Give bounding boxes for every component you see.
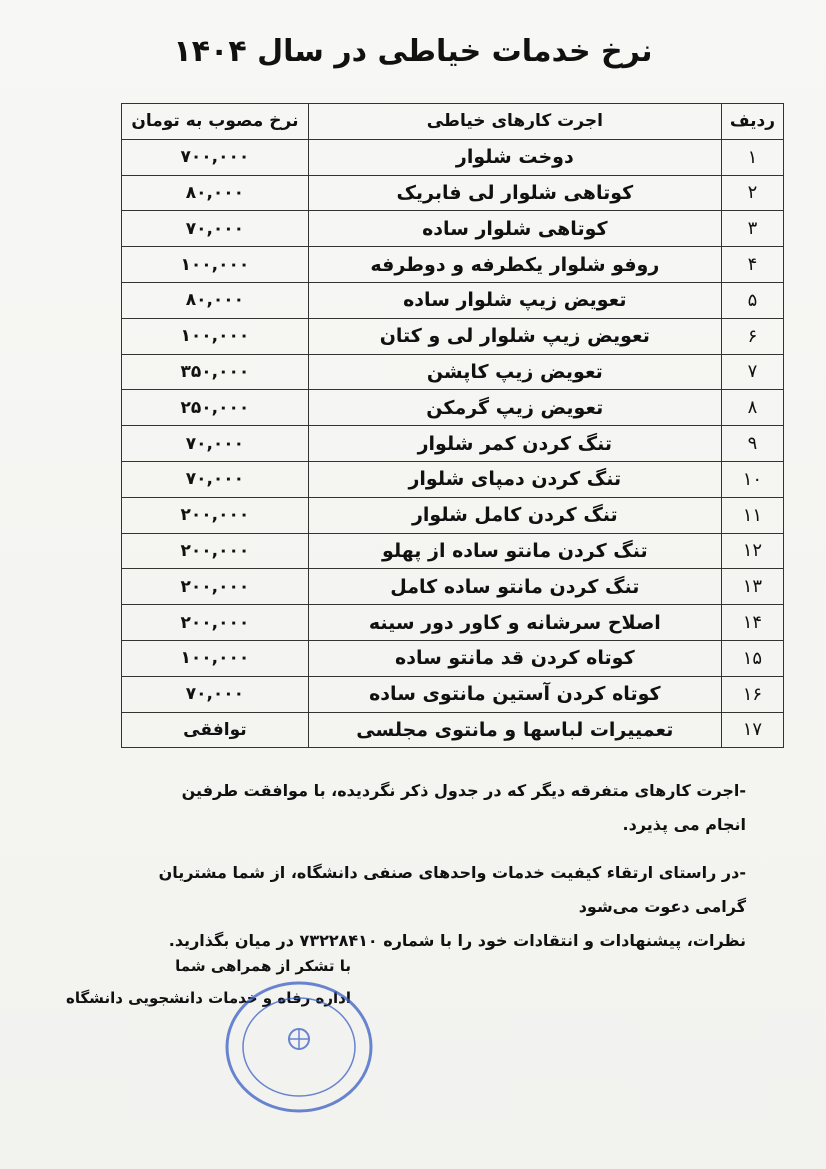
row-number-cell: ۷ bbox=[721, 354, 783, 390]
table-row bbox=[122, 640, 784, 676]
work-cell: کوتاه کردن آستین مانتوی ساده bbox=[308, 676, 721, 712]
work-cell: اصلاح سرشانه و کاور دور سینه bbox=[308, 605, 721, 641]
note-misc-work: -اجرت کارهای متفرقه دیگر که در جدول ذکر نگردیده، با موافقت طرفین انجام می پذیرد. bbox=[181, 781, 746, 834]
row-number-cell: ۴ bbox=[721, 247, 783, 283]
row-number-cell: ۶ bbox=[721, 318, 783, 354]
price-cell: ۷۰,۰۰۰ bbox=[122, 461, 309, 497]
work-cell: دوخت شلوار bbox=[308, 139, 721, 175]
row-number-cell: ۱۳ bbox=[721, 569, 783, 605]
table-row bbox=[122, 461, 784, 497]
work-cell: تعویض زیپ شلوار ساده bbox=[308, 282, 721, 318]
work-cell: تنگ کردن دمپای شلوار bbox=[308, 461, 721, 497]
price-cell: ۱۰۰,۰۰۰ bbox=[122, 640, 309, 676]
work-cell: روفو شلوار یکطرفه و دوطرفه bbox=[308, 247, 721, 283]
page-title: نرخ خدمات خیاطی در سال ۱۴۰۴ bbox=[173, 34, 653, 69]
header-work: اجرت کارهای خیاطی bbox=[308, 104, 721, 140]
price-cell: ۷۰۰,۰۰۰ bbox=[122, 139, 309, 175]
row-number-cell: ۱۲ bbox=[721, 533, 783, 569]
table-row bbox=[122, 426, 784, 462]
work-cell: تنگ کردن مانتو ساده از پهلو bbox=[308, 533, 721, 569]
row-number-cell: ۱۷ bbox=[721, 712, 783, 748]
work-cell: کوتاه کردن قد مانتو ساده bbox=[308, 640, 721, 676]
price-cell: ۷۰,۰۰۰ bbox=[122, 676, 309, 712]
closing-thanks: با تشکر از همراهی شما bbox=[175, 957, 351, 975]
work-cell: تنگ کردن کامل شلوار bbox=[308, 497, 721, 533]
price-cell: ۲۵۰,۰۰۰ bbox=[122, 390, 309, 426]
price-cell: ۷۰,۰۰۰ bbox=[122, 211, 309, 247]
row-number-cell: ۱۴ bbox=[721, 605, 783, 641]
row-number-cell: ۸ bbox=[721, 390, 783, 426]
price-cell: ۸۰,۰۰۰ bbox=[122, 282, 309, 318]
table-row bbox=[122, 390, 784, 426]
work-cell: تعویض زیپ شلوار لی و کتان bbox=[308, 318, 721, 354]
work-cell: تعویض زیپ کاپشن bbox=[308, 354, 721, 390]
note-feedback-line2: نظرات، پیشنهادات و انتقادات خود را با شماره ۷۳۲۲۸۴۱۰ در میان بگذارید. bbox=[168, 931, 746, 950]
price-cell: ۲۰۰,۰۰۰ bbox=[122, 533, 309, 569]
work-cell: تنگ کردن مانتو ساده کامل bbox=[308, 569, 721, 605]
work-cell: کوتاهی شلوار ساده bbox=[308, 211, 721, 247]
table-row bbox=[122, 247, 784, 283]
row-number-cell: ۵ bbox=[721, 282, 783, 318]
row-number-cell: ۱۰ bbox=[721, 461, 783, 497]
table-row bbox=[122, 318, 784, 354]
table-row bbox=[122, 175, 784, 211]
row-number-cell: ۳ bbox=[721, 211, 783, 247]
row-number-cell: ۱۱ bbox=[721, 497, 783, 533]
table-row bbox=[122, 712, 784, 748]
notes bbox=[146, 774, 746, 972]
row-number-cell: ۱ bbox=[721, 139, 783, 175]
price-cell: ۱۰۰,۰۰۰ bbox=[122, 247, 309, 283]
table-row bbox=[122, 569, 784, 605]
note-feedback-line1: -در راستای ارتقاء کیفیت خدمات واحدهای صنفی دانشگاه، از شما مشتریان گرامی دعوت می‌شود bbox=[158, 863, 746, 916]
work-cell: کوتاهی شلوار لی فابریک bbox=[308, 175, 721, 211]
official-stamp bbox=[219, 977, 379, 1117]
row-number-cell: ۱۶ bbox=[721, 676, 783, 712]
row-number-cell: ۹ bbox=[721, 426, 783, 462]
table-row bbox=[122, 605, 784, 641]
table-row bbox=[122, 354, 784, 390]
table-row bbox=[122, 533, 784, 569]
closing-office: اداره رفاه و خدمات دانشجویی دانشگاه bbox=[65, 989, 351, 1007]
table-row bbox=[122, 676, 784, 712]
price-cell: ۲۰۰,۰۰۰ bbox=[122, 497, 309, 533]
work-cell: تعمییرات لباسها و مانتوی مجلسی bbox=[308, 712, 721, 748]
header-row-number: ردیف bbox=[721, 104, 783, 140]
work-cell: تنگ کردن کمر شلوار bbox=[308, 426, 721, 462]
table-row bbox=[122, 211, 784, 247]
price-cell: ۷۰,۰۰۰ bbox=[122, 426, 309, 462]
table-body bbox=[122, 139, 784, 748]
price-cell: توافقی bbox=[122, 712, 309, 748]
table-row bbox=[122, 139, 784, 175]
note-feedback bbox=[146, 856, 746, 958]
row-number-cell: ۲ bbox=[721, 175, 783, 211]
header-price: نرخ مصوب به تومان bbox=[122, 104, 309, 140]
price-cell: ۱۰۰,۰۰۰ bbox=[122, 318, 309, 354]
price-cell: ۲۰۰,۰۰۰ bbox=[122, 605, 309, 641]
row-number-cell: ۱۵ bbox=[721, 640, 783, 676]
work-cell: تعویض زیپ گرمکن bbox=[308, 390, 721, 426]
price-cell: ۸۰,۰۰۰ bbox=[122, 175, 309, 211]
table-header-row bbox=[122, 104, 784, 140]
price-table bbox=[121, 103, 784, 748]
table-row bbox=[122, 497, 784, 533]
price-cell: ۳۵۰,۰۰۰ bbox=[122, 354, 309, 390]
table-row bbox=[122, 282, 784, 318]
price-cell: ۲۰۰,۰۰۰ bbox=[122, 569, 309, 605]
